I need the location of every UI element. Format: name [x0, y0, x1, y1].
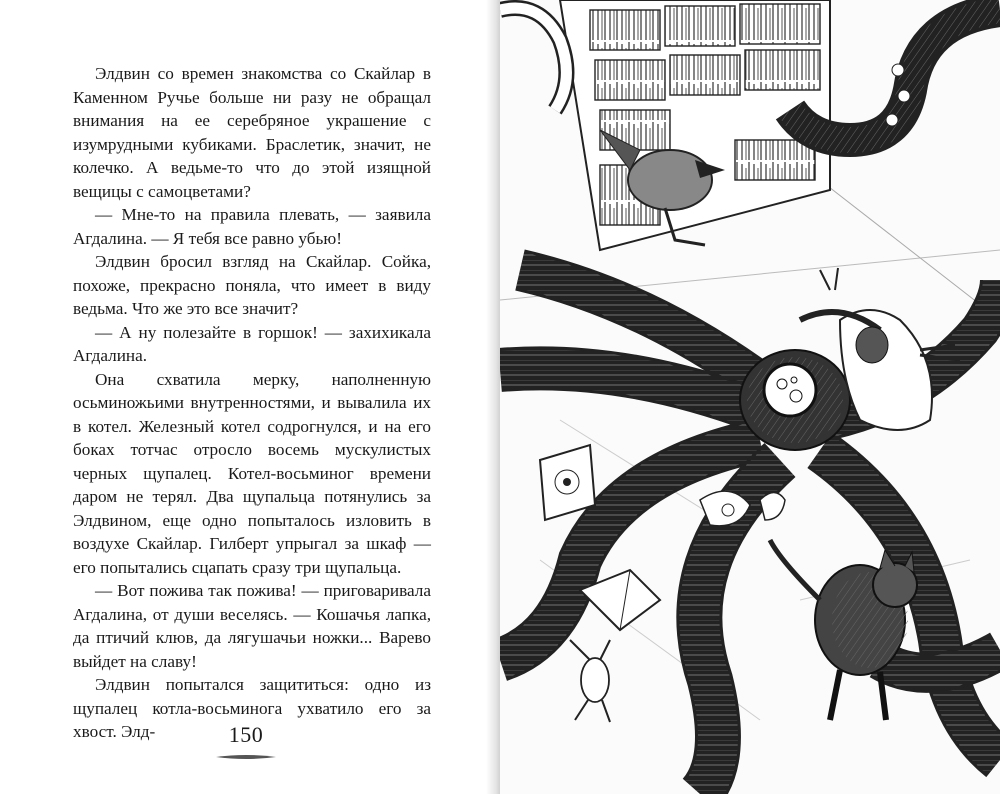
paragraph: — А ну полезайте в горшок! — захихикала Агдалина. [73, 322, 431, 365]
page-gutter [486, 0, 500, 794]
illustration [500, 0, 1000, 794]
cauldron [740, 350, 850, 450]
octopus-cauldron-illustration [500, 0, 1000, 794]
paragraph: Элдвин попытался защититься: одно из щупалец котла-восьминога ухватило его за хвост. Элд- [73, 675, 431, 741]
paragraph: Элдвин бросил взгляд на Скайлар. Сойка, похоже, прекрасно поняла, что имеет в виду ведьма. Что же это все значит? [73, 252, 431, 318]
text-page [0, 0, 492, 794]
paragraph: Элдвин со времен знакомства со Скайлар в Каменном Ручье больше ни разу не обращал внимания на ее серебряное украшение с изумрудными кубиками. Браслетик, значит, не колечко. А ведьме-то что до этой изящной вещицы с самоцветами? [73, 64, 431, 201]
paragraph: Она схватила мерку, наполненную осьминожьими внутренностями, и вывалила их в котел. Железный котел содрогнулся, и на его боках тотчас отросло восемь мускулистых черных щупалец. Котел-восьминог времени даром не терял. Два щупальца потянулись за Элдвином, еще одно попыталось изловить в воздухе Скайлар. Гилберт упрыгал за шкаф — его попытались сцапать сразу три щупальца. [73, 369, 431, 577]
body-text [73, 62, 431, 744]
page-number: 150 [228, 722, 264, 747]
folio-ornament-icon [214, 752, 278, 762]
paragraph: — Вот пожива так пожива! — приговаривала Агдалина, от души веселясь. — Кошачья лапка, да птичий клюв, да лягушачьи ножки... Варево выйдет на славу! [73, 581, 431, 671]
frog [570, 640, 610, 722]
paragraph: — Мне-то на правила плевать, — заявила Агдалина. — Я тебя все равно убью! [73, 205, 431, 248]
cat [770, 540, 917, 720]
